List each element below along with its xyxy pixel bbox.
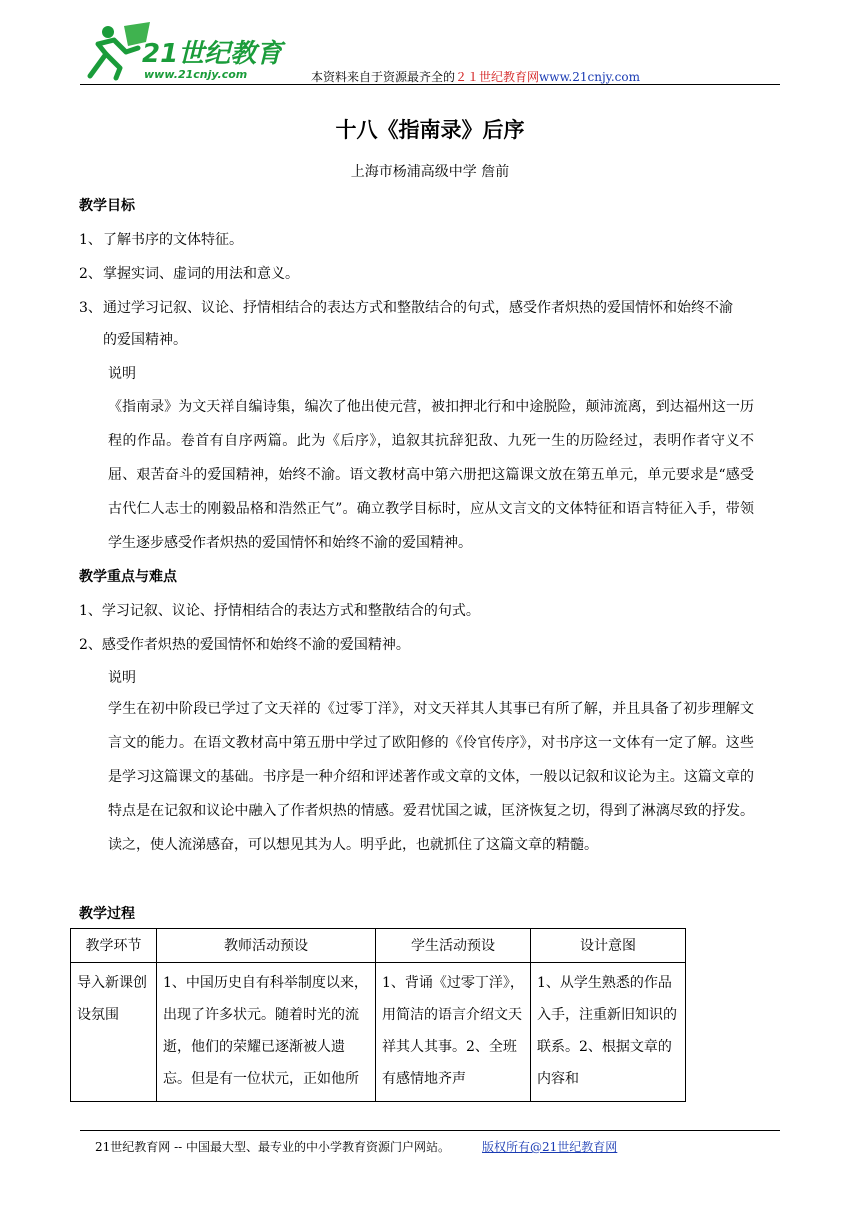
table-cell-intent: 1、从学生熟悉的作品入手，注重新旧知识的联系。2、根据文章的内容和 — [537, 975, 677, 1087]
site-logo — [80, 18, 290, 84]
goal-item: 2、掌握实词、虚词的用法和意义。 — [79, 266, 299, 282]
goal-item: 3、通过学习记叙、议论、抒情相结合的表达方式和整散结合的句式，感受作者炽热的爱国情怀和始终不渝 — [79, 300, 733, 316]
keypoints-heading: 教学重点与难点 — [79, 569, 177, 585]
svg-text:www.21cnjy.com: www.21cnjy.com — [144, 68, 248, 81]
goal-item-continuation: 的爱国精神。 — [103, 332, 187, 348]
goals-note-text: 《指南录》为文天祥自编诗集，编次了他出使元营，被扣押北行和中途脱险，颠沛流离，到达福州这一历程的作品。卷首有自序两篇。此为《后序》，追叙其抗辞犯敌、九死一生的历险经过，表明作者守义不屈、艰苦奋斗的爱国精神，始终不渝。语文教材高中第六册把这篇课文放在第五单元，单元要求是“感受古代仁人志士的刚毅品格和浩然正气”。确立教学目标时，应从文言文的文体特征和语言特征入手，带领学生逐步感受作者炽热的爱国情怀和始终不渝的爱国精神。 — [108, 399, 754, 551]
table-cell-teacher: 1、中国历史自有科举制度以来，出现了许多状元。随着时光的流逝，他们的荣耀已逐渐被人遗忘。但是有一位状元，正如他所 — [163, 975, 368, 1087]
header-note: 本资料来自于资源最齐全的２１世纪教育网www.21cnjy.com — [311, 70, 640, 84]
process-table — [70, 928, 686, 1102]
table-cell-student: 1、背诵《过零丁洋》，用简洁的语言介绍文天祥其人其事。2、全班有感情地齐声 — [382, 975, 524, 1087]
footer-divider — [80, 1130, 780, 1131]
author-line: 上海市杨浦高级中学 詹前 — [350, 164, 510, 180]
column-header: 教学环节 — [71, 929, 157, 963]
table-header-row — [71, 929, 686, 963]
column-header: 教师活动预设 — [157, 929, 376, 963]
footer-text: 21世纪教育网 -- 中国最大型、最专业的中小学教育资源门户网站。 — [95, 1140, 451, 1154]
goals-note-label: 说明 — [108, 366, 136, 382]
goals-heading: 教学目标 — [79, 198, 135, 214]
keypoints-note-label: 说明 — [108, 670, 136, 686]
table-row — [71, 963, 686, 1102]
keypoint-item: 1、学习记叙、议论、抒情相结合的表达方式和整散结合的句式。 — [79, 603, 480, 619]
document-title: 十八《指南录》后序 — [335, 118, 525, 142]
keypoints-note-text: 学生在初中阶段已学过了文天祥的《过零丁洋》，对文天祥其人其事已有所了解，并且具备了初步理解文言文的能力。在语文教材高中第五册中学过了欧阳修的《伶官传序》，对书序这一文体有一定了解。这些是学习这篇课文的基础。书序是一种介绍和评述著作或文章的文体，一般以记叙和议论为主。这篇文章的特点是在记叙和议论中融入了作者炽热的情感。爱君忧国之诚，匡济恢复之切，得到了淋漓尽致的抒发。读之，使人流涕感奋，可以想见其为人。明乎此，也就抓住了这篇文章的精髓。 — [108, 701, 754, 853]
column-header: 学生活动预设 — [376, 929, 531, 963]
column-header: 设计意图 — [531, 929, 686, 963]
process-heading: 教学过程 — [79, 906, 135, 922]
svg-text:21世纪教育: 21世纪教育 — [142, 39, 283, 69]
header-divider — [80, 84, 780, 85]
keypoint-item: 2、感受作者炽热的爱国情怀和始终不渝的爱国精神。 — [79, 637, 410, 653]
table-cell-stage: 导入新课创设氛围 — [77, 975, 147, 1023]
goal-item: 1、了解书序的文体特征。 — [79, 232, 243, 248]
footer — [95, 1138, 617, 1155]
copyright-link[interactable]: 版权所有@21世纪教育网 — [482, 1140, 618, 1154]
